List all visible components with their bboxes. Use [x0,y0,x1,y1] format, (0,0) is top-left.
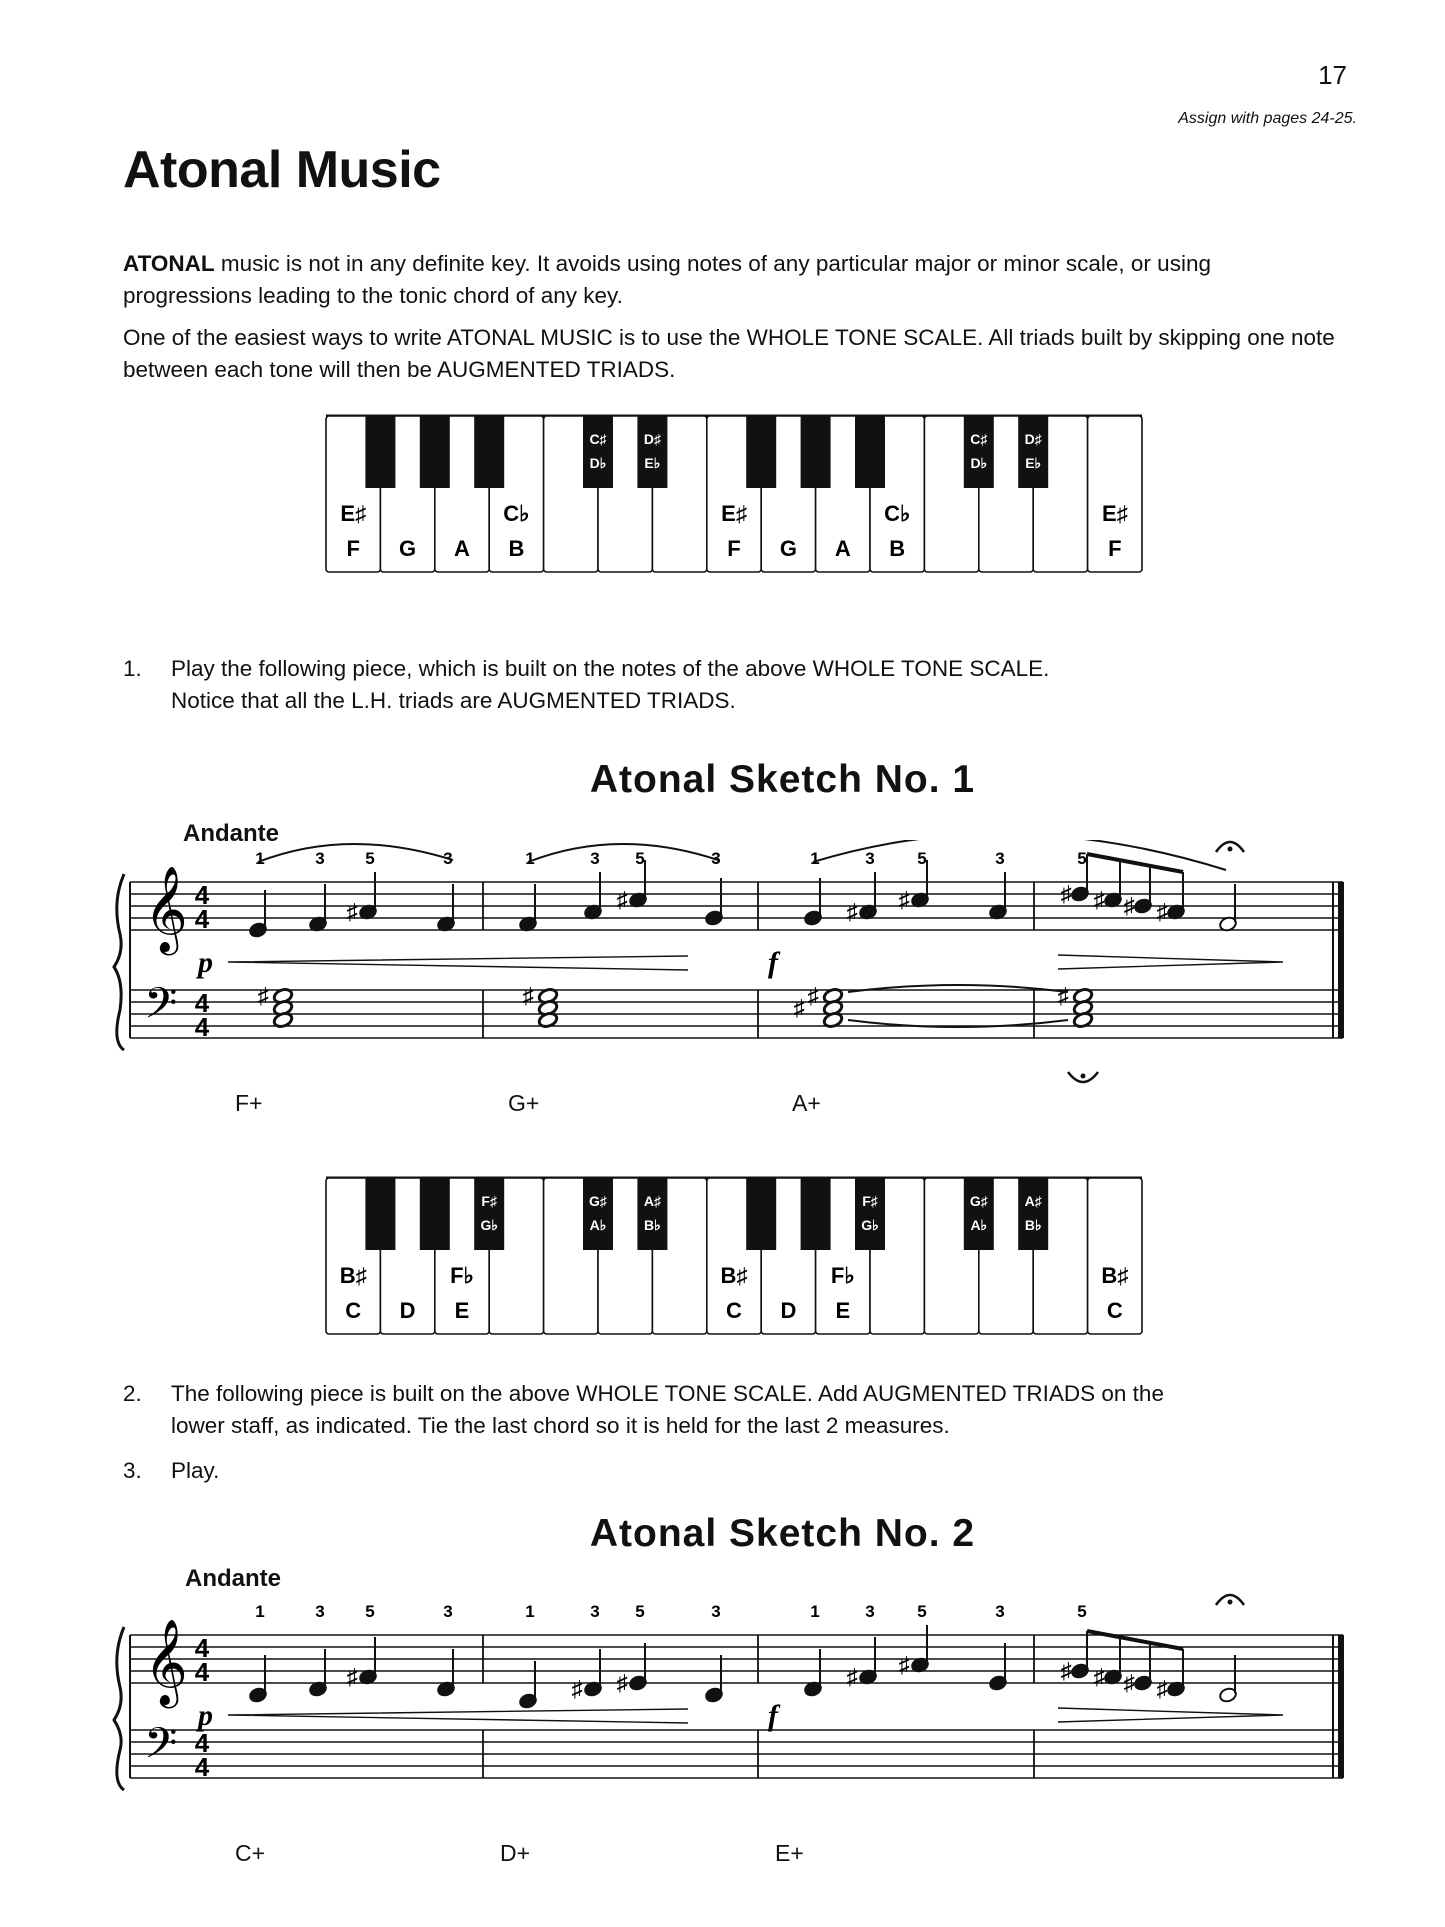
black-key [746,416,776,488]
fingering: 3 [590,1602,600,1621]
note [1103,1637,1122,1685]
sharp-sign: ♯ [898,887,910,912]
black-key-label: G♭ [480,1217,498,1233]
fingering: 3 [711,849,721,868]
sharp-sign: ♯ [616,1670,628,1695]
white-key-label: E [454,1298,470,1323]
sharp-sign: ♯ [522,983,534,1008]
dynamic-marking: p [198,1699,213,1732]
note [436,1649,455,1697]
fingering: 5 [635,849,645,868]
note [1103,860,1122,908]
black-key [474,1178,504,1250]
black-key-label: A♭ [970,1217,988,1233]
white-key-label: D [780,1298,797,1323]
time-signature: 4 [194,988,210,1018]
piece-title-1: Atonal Sketch No. 1 [589,758,976,801]
white-key-label: B [508,536,525,561]
black-key-label: A♯ [1024,1193,1042,1209]
sharp-sign: ♯ [346,899,358,924]
note [436,884,455,932]
sharp-sign: ♯ [1156,1676,1168,1701]
fingering: 5 [917,1602,927,1621]
sharp-sign: ♯ [846,899,858,924]
score-sketch-1 [108,840,1358,1110]
black-key [420,416,450,488]
chord-name: D+ [500,1840,531,1866]
black-key [1018,1178,1048,1250]
black-key [1018,416,1048,488]
fingering: 1 [525,1602,535,1621]
slur [813,840,1226,870]
black-key [801,416,831,488]
note [628,1643,647,1691]
note [988,1643,1007,1691]
tempo-marking-2: Andante [185,1565,281,1592]
white-key-label: C [1106,1298,1123,1323]
tempo-marking-1: Andante [183,820,279,847]
sharp-sign: ♯ [1060,1658,1072,1683]
fingering: 5 [1077,849,1087,868]
white-key-label: E♯ [1101,501,1128,526]
instruction-number: 3. [123,1458,142,1483]
chord-name: C+ [235,1840,266,1866]
instruction-1 [123,653,1343,717]
dynamic-marking: p [198,946,213,979]
note [308,1649,327,1697]
black-key [964,1178,994,1250]
treble-clef-icon: 𝄞 [144,867,188,950]
intro-paragraph-1 [123,248,1343,312]
keyboard-diagram-2 [320,1172,1150,1342]
fingering: 5 [635,1602,645,1621]
note [583,1649,602,1697]
note [1166,1649,1185,1697]
note [1166,872,1185,920]
intro-paragraph-2: One of the easiest ways to write ATONAL MUSIC is to use the WHOLE TONE SCALE. All triads built by skipping one note between each tone will then be AUGMENTED TRIADS. [123,325,1335,382]
fingering: 5 [1077,1602,1087,1621]
fingering: 3 [443,849,453,868]
note [1218,1655,1237,1703]
black-key [855,416,885,488]
slur [528,844,718,862]
black-key [637,1178,667,1250]
white-key-label: C♭ [884,501,911,526]
fingering: 1 [255,849,265,868]
note [358,872,377,920]
bass-clef-icon: 𝄢 [144,980,178,1038]
diminuendo-hairpin [1058,955,1283,969]
white-key-label: G [779,536,797,561]
black-key-label: A♯ [643,1193,661,1209]
chord-name: A+ [792,1090,821,1116]
fingering: 1 [810,849,820,868]
fingering: 3 [995,849,1005,868]
note [518,1661,537,1709]
dynamic-marking: f [768,1699,778,1732]
sharp-sign: ♯ [807,983,819,1008]
white-key-label: F [346,536,360,561]
bass-clef-icon: 𝄢 [144,1720,178,1778]
tie [848,985,1068,992]
note [910,1625,929,1673]
bass-staff [130,1730,1343,1778]
instruction-number: 1. [123,656,142,681]
piece-title-2: Atonal Sketch No. 2 [589,1512,976,1555]
sharp-sign: ♯ [1093,887,1105,912]
black-key-label: G♯ [969,1193,988,1209]
black-key-label: G♯ [589,1193,607,1209]
fingering: 1 [810,1602,820,1621]
black-key-label: A♭ [589,1217,607,1233]
white-key-label: F♭ [830,1263,855,1288]
black-key [637,416,667,488]
fingering: 3 [865,849,875,868]
black-key-label: G♭ [861,1217,879,1233]
black-key-label: B♭ [644,1217,661,1233]
sharp-sign: ♯ [1093,1664,1105,1689]
white-key-label: B♯ [720,1263,748,1288]
keyboard-diagram-1 [320,410,1150,580]
note [583,872,602,920]
note [358,1637,377,1685]
time-signature: 4 [194,880,210,910]
instruction-number: 2. [123,1381,142,1406]
fingering: 3 [995,1602,1005,1621]
note [1070,1631,1089,1679]
white-key-label: G [399,536,417,561]
white-key-label: F [727,536,741,561]
sharp-sign: ♯ [1060,881,1072,906]
time-signature: 4 [194,1657,210,1687]
fermata-dot [1081,1074,1086,1079]
black-key [583,1178,613,1250]
white-key-label: E [835,1298,851,1323]
sharp-sign: ♯ [571,1676,583,1701]
final-bar-thick [1338,882,1344,1038]
instruction-line: Notice that all the L.H. triads are AUGMENTED TRIADS. [171,688,736,713]
white-key-label: C♭ [503,501,530,526]
white-key-label: C [726,1298,742,1323]
page-number: 17 [1318,60,1347,90]
black-key-label: E♭ [644,455,661,471]
dynamic-marking: f [768,946,778,979]
assign-note: Assign with pages 24-25. [1178,110,1357,127]
instruction-line: The following piece is built on the above WHOLE TONE SCALE. Add AUGMENTED TRIADS on the [171,1381,1164,1406]
final-bar-thick [1338,1635,1344,1778]
black-key-label: F♯ [862,1193,878,1209]
fermata-dot [1228,847,1233,852]
white-key-label: C [345,1298,362,1323]
note [803,878,822,926]
note [858,1637,877,1685]
intro-text: music is not in any definite key. It avoids using notes of any particular major or minor scale, or using progressions leading to the tonic chord of any key. [123,251,1211,308]
note [1133,866,1152,914]
fingering: 1 [525,849,535,868]
white-key-label: A [834,536,851,561]
time-signature: 4 [194,1728,210,1758]
note [988,872,1007,920]
bass-staff [130,990,1343,1038]
note [803,1649,822,1697]
black-key [583,416,613,488]
brace [114,1627,124,1790]
sharp-sign: ♯ [846,1664,858,1689]
fingering: 1 [255,1602,265,1621]
black-key [365,1178,395,1250]
sharp-sign: ♯ [257,983,269,1008]
sharp-sign: ♯ [1123,1670,1135,1695]
sharp-sign: ♯ [346,1664,358,1689]
black-key [746,1178,776,1250]
time-signature: 4 [194,1752,210,1782]
treble-clef-icon: 𝄞 [144,1620,188,1703]
fingering: 3 [711,1602,721,1621]
sharp-sign: ♯ [1156,899,1168,924]
sharp-sign: ♯ [793,995,805,1020]
black-key-label: B♭ [1024,1217,1042,1233]
crescendo-hairpin [228,956,688,970]
black-key-label: D♭ [970,455,988,471]
note [248,890,267,938]
white-key-label: A [454,536,470,561]
black-key [420,1178,450,1250]
black-key-label: F♯ [481,1193,497,1209]
crescendo-hairpin [228,1709,688,1723]
fingering: 3 [865,1602,875,1621]
black-key [474,416,504,488]
instruction-3 [123,1455,219,1487]
black-key [801,1178,831,1250]
black-key-label: D♯ [643,431,661,447]
fingering: 3 [315,1602,325,1621]
intro-strong: ATONAL [123,251,215,276]
instruction-line: Play the following piece, which is built on the notes of the above WHOLE TONE SCALE. [171,656,1050,681]
sharp-sign: ♯ [1057,983,1069,1008]
note [308,884,327,932]
fingering: 3 [315,849,325,868]
slur [258,844,453,862]
fingering: 5 [365,1602,375,1621]
black-key-label: D♯ [1024,431,1042,447]
time-signature: 4 [194,1012,210,1042]
white-key-label: F♭ [450,1263,474,1288]
black-key-label: E♭ [1025,455,1042,471]
white-key-label: B [889,536,906,561]
time-signature: 4 [194,1633,210,1663]
sharp-sign: ♯ [1123,893,1135,918]
note [1133,1643,1152,1691]
beam [1087,854,1183,872]
note [518,884,537,932]
instruction-line: lower staff, as indicated. Tie the last chord so it is held for the last 2 measures. [171,1413,950,1438]
chord-name: G+ [508,1090,540,1116]
note [704,878,723,926]
white-key-label: B♯ [339,1263,367,1288]
black-key-label: C♯ [589,431,607,447]
chord-name: F+ [235,1090,263,1116]
white-key-label: E♯ [340,501,367,526]
note [704,1655,723,1703]
black-key-label: C♯ [970,431,988,447]
diminuendo-hairpin [1058,1708,1283,1722]
fingering: 5 [917,849,927,868]
fingering: 3 [443,1602,453,1621]
instruction-2 [123,1378,1363,1442]
time-signature: 4 [194,904,210,934]
instruction-line: Play. [171,1458,220,1483]
sharp-sign: ♯ [616,887,628,912]
note [248,1655,267,1703]
black-key [964,416,994,488]
black-key [855,1178,885,1250]
black-key-label: D♭ [589,455,607,471]
note [858,872,877,920]
white-key-label: D [399,1298,416,1323]
chord-name: E+ [775,1840,804,1866]
score-sketch-2 [108,1585,1358,1825]
black-key [365,416,395,488]
brace [114,874,124,1050]
fingering: 3 [590,849,600,868]
white-key-label: E♯ [721,501,747,526]
white-key-label: B♯ [1101,1263,1129,1288]
sharp-sign: ♯ [898,1652,910,1677]
page-title: Atonal Music [123,141,441,199]
fermata-dot [1228,1600,1233,1605]
fingering: 5 [365,849,375,868]
white-key-label: F [1108,536,1122,561]
note [1218,884,1237,932]
